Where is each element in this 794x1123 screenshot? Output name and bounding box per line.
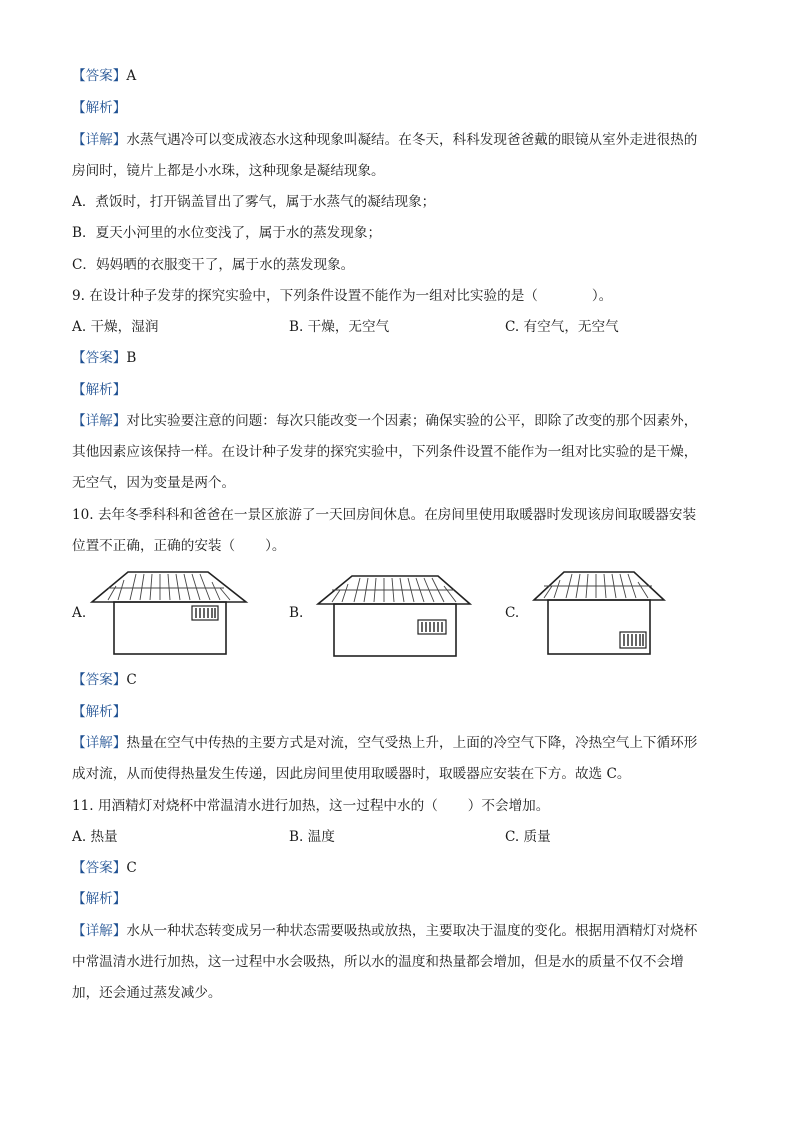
detail-text: 水从一种状态转变成另一种状态需要吸热或放热，主要取决于温度的变化。根据用酒精灯对烧杯 — [126, 923, 698, 939]
house-b-figure — [314, 572, 474, 662]
q9-option-b: B. 干燥，无空气 — [289, 319, 390, 335]
q8-option-b: B．夏天小河里的水位变浅了，属于水的蒸发现象； — [72, 225, 382, 241]
answer-tag: 【答案】 — [72, 350, 127, 366]
q11-stem — [72, 796, 549, 816]
q10-option-a-label: A. — [72, 605, 87, 621]
answer-value: A — [126, 68, 137, 84]
q11-detail-line-2: 中常温清水进行加热，这一过程中水会吸热，所以水的温度和热量都会增加，但是水的质量不仅不会增 — [72, 954, 684, 970]
q9-detail-line-3: 无空气，因为变量是两个。 — [72, 475, 236, 491]
answer-tag: 【答案】 — [72, 68, 127, 84]
house-c-figure — [530, 568, 668, 658]
answer-value: C — [126, 860, 137, 876]
q11-detail-line-3: 加，还会通过蒸发减少。 — [72, 985, 222, 1001]
q8-detail-line-1 — [72, 130, 697, 150]
q10-detail-line-2: 成对流，从而使得热量发生传递，因此房间里使用取暖器时，取暖器应安装在下方。故选 C。 — [72, 766, 631, 782]
answer-tag: 【答案】 — [72, 672, 127, 688]
detail-text: 热量在空气中传热的主要方式是对流，空气受热上升，上面的冷空气下降，冷热空气上下循环形 — [126, 735, 698, 751]
q9-detail-line-2: 其他因素应该保持一样。在设计种子发芽的探究实验中，下列条件设置不能作为一组对比实验的是干燥， — [72, 444, 698, 460]
q10-stem-line-2 — [72, 536, 286, 556]
answer-value: B — [126, 350, 137, 366]
q11-option-a: A. 热量 — [72, 829, 118, 845]
q11-stem-text: 11. 用酒精灯对烧杯中常温清水进行加热，这一过程中水的（ — [72, 798, 438, 814]
q9-stem-text: 9. 在设计种子发芽的探究实验中，下列条件设置不能作为一组对比实验的是（ — [72, 288, 538, 304]
answer-tag: 【答案】 — [72, 860, 127, 876]
q8-analysis-tag: 【解析】 — [72, 100, 127, 116]
q8-option-a: A．煮饭时，打开锅盖冒出了雾气，属于水蒸气的凝结现象； — [72, 194, 436, 210]
q11-analysis-tag: 【解析】 — [72, 891, 127, 907]
q11-option-c: C. 质量 — [505, 829, 551, 845]
detail-text: 对比实验要注意的问题：每次只能改变一个因素；确保实验的公平，即除了改变的那个因素外， — [126, 413, 698, 429]
q10-option-c-label: C. — [505, 605, 520, 621]
q8-detail-line-2: 房间时，镜片上都是小水珠，这种现象是凝结现象。 — [72, 163, 385, 179]
q11-detail-line-1 — [72, 921, 697, 941]
q9-stem-end: ）。 — [591, 288, 613, 304]
q9-detail-line-1 — [72, 411, 697, 431]
q10-stem-line-1: 10. 去年冬季科科和爸爸在一景区旅游了一天回房间休息。在房间里使用取暖器时发现该房间取暖器安装 — [72, 507, 697, 523]
q10-detail-line-1 — [72, 733, 697, 753]
q10-option-b-label: B. — [289, 605, 304, 621]
heater-icon — [418, 620, 446, 634]
detail-text: 水蒸气遇冷可以变成液态水这种现象叫凝结。在冬天，科科发现爸爸戴的眼镜从室外走进很热的 — [126, 132, 698, 148]
q11-option-b: B. 温度 — [289, 829, 335, 845]
q8-option-c: C．妈妈晒的衣服变干了，属于水的蒸发现象。 — [72, 257, 355, 273]
detail-tag: 【详解】 — [72, 923, 127, 939]
house-a-figure — [88, 568, 250, 658]
q9-stem — [72, 286, 612, 306]
q11-answer-line — [72, 858, 137, 878]
heater-icon — [620, 632, 646, 648]
q10-stem-end: ）。 — [265, 538, 286, 554]
detail-tag: 【详解】 — [72, 735, 127, 751]
heater-icon — [192, 606, 218, 620]
q9-option-c: C. 有空气，无空气 — [505, 319, 619, 335]
q10-analysis-tag: 【解析】 — [72, 704, 127, 720]
q9-analysis-tag: 【解析】 — [72, 382, 127, 398]
q10-answer-line — [72, 670, 137, 690]
q9-answer-line — [72, 348, 136, 368]
q8-answer-line — [72, 66, 136, 86]
q9-option-a: A. 干燥，湿润 — [72, 319, 159, 335]
answer-value: C — [126, 672, 137, 688]
detail-tag: 【详解】 — [72, 132, 127, 148]
q10-stem-text: 位置不正确，正确的安装（ — [72, 538, 236, 554]
q11-stem-end: ）不会增加。 — [467, 798, 550, 814]
detail-tag: 【详解】 — [72, 413, 127, 429]
